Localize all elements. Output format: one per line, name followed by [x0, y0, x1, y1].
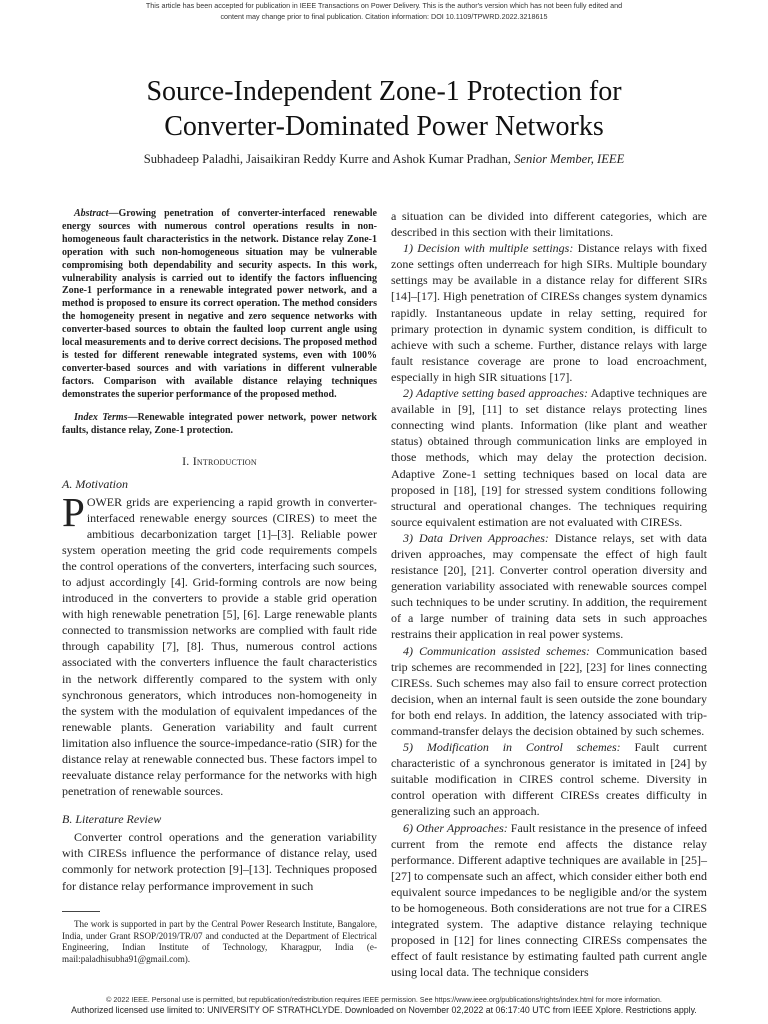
approach-item: [391, 240, 707, 385]
approach-item-text: Fault resistance in the presence of infeed current from the remote end affects the distance relay performance. Different adaptive techniques are available in [25]–[27] to compensate such an affect, which consider either both end equivalent source impedances to be negligible and/or the system to be homogeneous. Both considerations are not true for a CIRES integrated system. The adaptive distance relaying technique proposed in [12] for lines connecting CIRESs compensates the effect of fault resistance by estimating faulted path current angle using local data. The technique considers: [391, 820, 707, 980]
paper-title-line2: Converter-Dominated Power Networks: [164, 111, 604, 142]
approach-item-text: Adaptive techniques are available in [9], [11] to set distance relays protecting lines connecting wind plants. Information (like plant and weather status) obtained through communication links are employed in those methods, which may delay the protection decision. Adaptive Zone-1 setting techniques based on local data are proposed in [18], [19] for stressed system conditions following structural and operational changes. The techniques requiring source equivalent estimation are not evaluated with CIRESs.: [391, 386, 708, 529]
approach-item-text: Distance relays, set with data driven approaches, may compensate the effect of high fault resistance [20], [21]. Converter control operation diversity and generation variability associated with renewable sources compel such techniques to be under scrutiny. In addition, the requirement of a large number of training data sets in such approaches restrains their application in real power systems.: [391, 530, 707, 642]
approach-item-title: 4) Communication assisted schemes:: [403, 643, 591, 658]
author-membership: Senior Member, IEEE: [514, 152, 625, 166]
approach-item: [391, 820, 707, 981]
motivation-paragraph: [62, 488, 377, 800]
copyright-notice: © 2022 IEEE. Personal use is permitted, but republication/redistribution requires IEEE permission. See https://www.ieee.org/publications/rights/index.html for more information.: [106, 995, 662, 1004]
subsection-heading-literature: B. Literature Review: [62, 812, 162, 827]
section-title: Introduction: [192, 454, 257, 469]
publication-notice: [0, 0, 768, 22]
left-column: [62, 208, 377, 894]
approach-item: [391, 530, 707, 643]
abstract-text: —Growing penetration of converter-interfaced renewable energy sources with numerous control operations results in non-homogeneous fault characteristics in the network. Distance relay Zone-1 operation with such non-homogeneous situation may be vulnerable compromising both dependability and security aspects. In this work, vulnerability analysis is carried out to identify the factors influencing Zone-1 performance in a renewable integrated power network, and a method is proposed to ensure its correct operation. The method considers the homogeneity present in negative and zero sequence networks with converter-based sources to obtain the faulted loop current angle using local measurements and to derive correct decisions. The proposed method is tested for different renewable integrated systems, even with 100% converter-based sources and with variations in different vulnerable factors. Comparison with available distance relaying techniques demonstrates the superior performance of the proposed method.: [62, 208, 377, 400]
index-terms-lead: Index Terms: [74, 411, 128, 423]
license-notice: Authorized licensed use limited to: UNIVERSITY OF STRATHCLYDE. Downloaded on November 02,2022 at 06:17:40 UTC from IEEE Xplore. Restrictions apply.: [71, 1005, 697, 1015]
section-number: I.: [182, 454, 190, 469]
literature-continuation: a situation can be divided into different categories, which are described in this section with their limitations.: [391, 209, 707, 240]
footnote-divider: [62, 911, 100, 912]
approach-item-title: 3) Data Driven Approaches:: [403, 530, 549, 545]
right-column: [391, 208, 707, 981]
motivation-text: OWER grids are experiencing a rapid growth in converter-interfaced renewable energy sources (CIRES) to meet the ambitious decarbonization target [1]–[3]. Reliable power system operation meeting the grid code requirements compels the control operations of the converters, interfacing such sources, to adjust accordingly [4]. Grid-forming controls are now being introduced in the converters to provide a stable grid operation with high renewable penetration [5], [6]. Large renewable plants connected to transmission networks are complied with fault ride through capability [7], [8]. Thus, numerous control actions associated with the converters influence the fault characteristics in the network differently compared to the system with only synchronous generators, which introduces non-homogeneity in the system with the modulation of equivalent impedances of the renewable plants. Generation variability and fault current limitation also influence the source-impedance-ratio (SIR) for the distance relay at renewable connected bus. These factors impel to reevaluate distance relay performance for the networks with high penetration of renewable sources.: [62, 494, 377, 799]
paper-authors: [40, 151, 728, 167]
approach-item-text: Distance relays with fixed zone settings often underreach for high SIRs. Multiple boundary settings may be available in a distance relay for different SIRs [14]–[17]. High penetration of CIRESs changes system dynamics rapidly. Instantaneous update in relay setting, required for primary protection in dynamic system condition, is difficult to achieve with such a scheme. Further, distance relays with large fault resistance coverage are prone to load encroachment, especially in high SIR situations [17].: [391, 241, 707, 384]
publication-notice-line1: This article has been accepted for publication in IEEE Transactions on Power Delivery. This is the author's version which has not been fully edited and: [145, 1, 623, 10]
approach-item-title: 1) Decision with multiple settings:: [403, 241, 574, 256]
approach-item: [391, 739, 707, 819]
approach-item-title: 6) Other Approaches:: [403, 820, 508, 835]
author-names: Subhadeep Paladhi, Jaisaikiran Reddy Kurre and Ashok Kumar Pradhan,: [143, 152, 511, 166]
index-terms: [62, 412, 377, 438]
paper-title: [40, 74, 728, 144]
publication-notice-line2: content may change prior to final publication. Citation information: DOI 10.1109/TPWRD.2022.3218615: [220, 12, 548, 21]
approach-item-title: 2) Adaptive setting based approaches:: [403, 386, 588, 401]
index-terms-text: —Renewable integrated power network, power network faults, distance relay, Zone-1 protection.: [62, 411, 377, 436]
subsection-heading-motivation: A. Motivation: [62, 476, 128, 491]
section-heading-introduction: [62, 453, 377, 469]
abstract: [62, 208, 377, 402]
approach-item: [391, 385, 707, 530]
drop-cap: P: [62, 488, 85, 535]
approach-item-text: Communication based trip schemes are recommended in [22], [23] for lines connecting CIRESs. Such schemes may also fail to ensure correct protection decision, when an internal fault is seen outside the zone boundary for both end relays. In addition, the latency associated with trip-command-transfer delays the decision obtained by such schemes.: [391, 643, 707, 738]
approach-item: [391, 643, 707, 740]
footnote: The work is supported in part by the Central Power Research Institute, Bangalore, India, under Grant RSOP/2019/TR/07 and conducted at the Department of Electrical Engineering, Indian Institute of Technology, Kharagpur, India (e-mail:paladhisubha91@gmail.com).: [62, 919, 377, 965]
paper-title-line1: Source-Independent Zone-1 Protection for: [146, 76, 622, 107]
approach-item-title: 5) Modification in Control schemes:: [403, 740, 621, 755]
approach-item-text: Fault current characteristic of a synchronous generator is imitated in [24] by suitable modification in CIRES control scheme. Diversity in control operation with different CIRESs creates difficulty in generalizing such an approach.: [391, 740, 708, 819]
literature-paragraph: Converter control operations and the generation variability with CIRESs influence the performance of distance relay, used commonly for network protection [9]–[13]. Techniques proposed for distance relay performance improvement in such: [62, 830, 377, 893]
abstract-lead: Abstract: [74, 208, 109, 219]
